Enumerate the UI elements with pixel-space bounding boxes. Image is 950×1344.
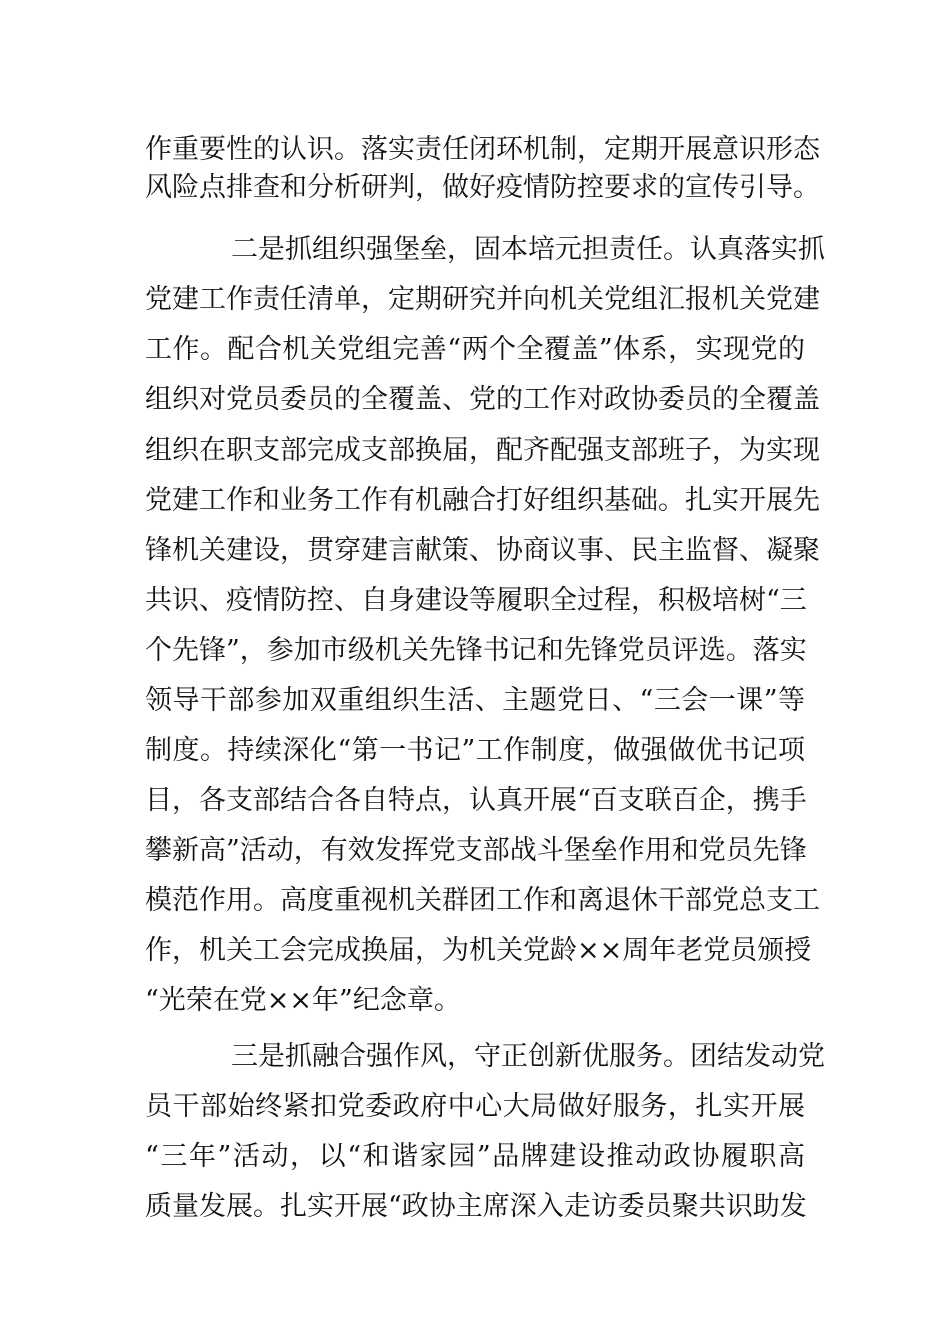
text-line: “光荣在党××年”纪念章。 (145, 985, 461, 1016)
text-line: 目，各支部结合各自特点，认真开展“百支联百企，携手 (145, 785, 807, 816)
text-line: 党建工作和业务工作有机融合打好组织基础。扎实开展先 (145, 485, 820, 516)
text-line: “三年”活动，以“和谐家园”品牌建设推动政协履职高 (145, 1141, 805, 1172)
text-line: 领导干部参加双重组织生活、主题党日、“三会一课”等 (145, 685, 805, 716)
text-line: 共识、疫情防控、自身建设等履职全过程，积极培树“三 (145, 585, 807, 616)
text-line: 个先锋”，参加市级机关先锋书记和先锋党员评选。落实 (145, 635, 807, 666)
text-line: 工作。配合机关党组完善“两个全覆盖”体系，实现党的 (145, 334, 805, 365)
text-line: 制度。持续深化“第一书记”工作制度，做强做优书记项 (145, 735, 805, 766)
text-line: 组织对党员委员的全覆盖、党的工作对政协委员的全覆盖 (145, 384, 820, 415)
paragraph-heading-line: 三是抓融合强作风，守正创新优服务。团结发动党 (231, 1041, 825, 1072)
text-line: 作，机关工会完成换届，为机关党龄××周年老党员颁授 (145, 935, 812, 966)
text-line: 作重要性的认识。落实责任闭环机制，定期开展意识形态 (145, 134, 820, 165)
text-line: 锋机关建设，贯穿建言献策、协商议事、民主监督、凝聚 (145, 535, 820, 566)
text-line: 攀新高”活动，有效发挥党支部战斗堡垒作用和党员先锋 (145, 835, 807, 866)
text-line: 员干部始终紧扣党委政府中心大局做好服务，扎实开展 (145, 1091, 805, 1122)
text-line: 组织在职支部完成支部换届，配齐配强支部班子，为实现 (145, 435, 820, 466)
paragraph-heading-line: 二是抓组织强堡垒，固本培元担责任。认真落实抓 (231, 234, 825, 265)
text-line: 风险点排查和分析研判，做好疫情防控要求的宣传引导。 (145, 172, 820, 203)
text-line: 党建工作责任清单，定期研究并向机关党组汇报机关党建 (145, 284, 820, 315)
text-line: 模范作用。高度重视机关群团工作和离退休干部党总支工 (145, 885, 820, 916)
text-line: 质量发展。扎实开展“政协主席深入走访委员聚共识助发 (145, 1191, 807, 1222)
